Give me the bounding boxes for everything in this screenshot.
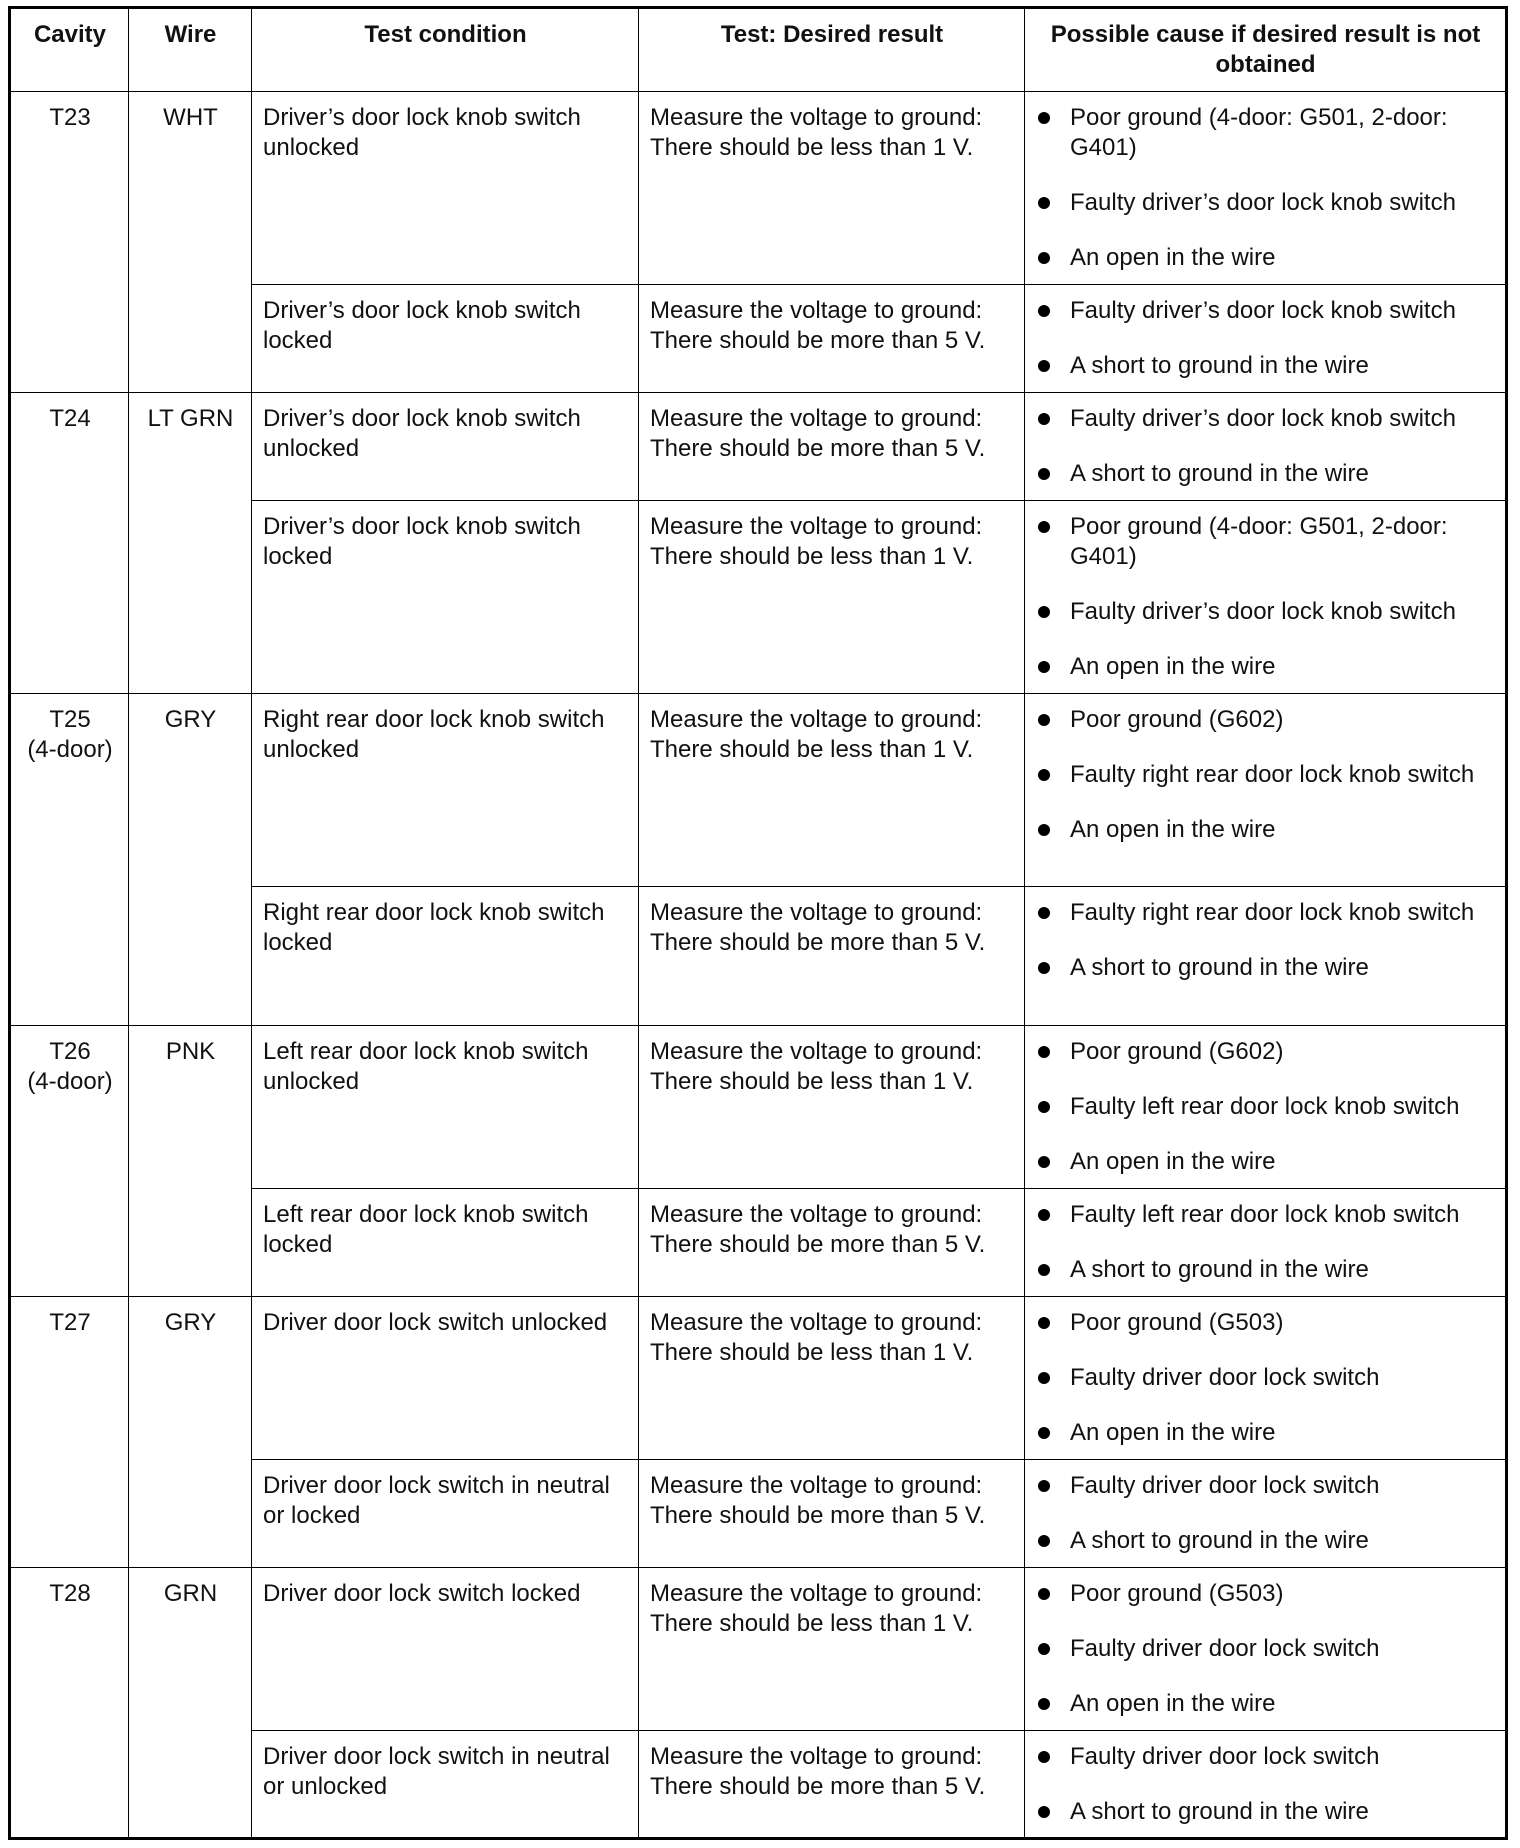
list-item	[1036, 760, 1495, 790]
cause-text: Faulty driver door lock switch	[1070, 1743, 1380, 1770]
cavity-label: T26	[49, 1038, 91, 1065]
list-item	[1036, 512, 1495, 572]
bullet-icon	[1038, 252, 1050, 264]
cause-text: A short to ground in the wire	[1070, 1798, 1369, 1825]
test-condition: Driver door lock switch in neutral or locked	[252, 1460, 639, 1568]
list-item	[1036, 1634, 1495, 1664]
test-condition: Driver’s door lock knob switch unlocked	[252, 393, 639, 501]
list-item	[1036, 898, 1495, 928]
cause-text: Poor ground (G602)	[1070, 706, 1284, 733]
possible-causes	[1025, 92, 1507, 285]
list-item	[1036, 243, 1495, 273]
bullet-icon	[1038, 1480, 1050, 1492]
list-item	[1036, 1308, 1495, 1338]
wire-color: PNK	[129, 1026, 252, 1297]
possible-causes	[1025, 1026, 1507, 1189]
possible-causes	[1025, 1568, 1507, 1731]
cause-text: An open in the wire	[1070, 1690, 1276, 1717]
header-possible-cause: Possible cause if desired result is not obtained	[1025, 8, 1507, 92]
cause-text: An open in the wire	[1070, 244, 1276, 271]
table-row	[10, 1026, 1507, 1189]
list-item	[1036, 1742, 1495, 1772]
cause-text: Faulty driver door lock switch	[1070, 1635, 1380, 1662]
test-condition: Left rear door lock knob switch locked	[252, 1189, 639, 1297]
desired-result: Measure the voltage to ground: There should be more than 5 V.	[639, 393, 1025, 501]
bullet-icon	[1038, 1156, 1050, 1168]
test-condition: Driver’s door lock knob switch locked	[252, 285, 639, 393]
cause-text: Faulty driver’s door lock knob switch	[1070, 598, 1456, 625]
cause-text: Faulty left rear door lock knob switch	[1070, 1201, 1460, 1228]
cavity-label: T27	[49, 1309, 91, 1336]
bullet-icon	[1038, 305, 1050, 317]
wire-color: WHT	[129, 92, 252, 393]
cause-list	[1036, 404, 1495, 489]
bullet-icon	[1038, 714, 1050, 726]
bullet-icon	[1038, 468, 1050, 480]
header-cavity: Cavity	[10, 8, 129, 92]
cause-text: Faulty driver door lock switch	[1070, 1472, 1380, 1499]
list-item	[1036, 1147, 1495, 1177]
diagnostic-table	[8, 6, 1508, 1840]
bullet-icon	[1038, 907, 1050, 919]
cause-text: Faulty driver door lock switch	[1070, 1364, 1380, 1391]
wire-color: LT GRN	[129, 393, 252, 694]
header-test-condition: Test condition	[252, 8, 639, 92]
cause-text: A short to ground in the wire	[1070, 1527, 1369, 1554]
bullet-icon	[1038, 1588, 1050, 1600]
bullet-icon	[1038, 606, 1050, 618]
cause-text: Faulty driver’s door lock knob switch	[1070, 405, 1456, 432]
cause-text: Poor ground (G602)	[1070, 1038, 1284, 1065]
desired-result: Measure the voltage to ground: There should be less than 1 V.	[639, 92, 1025, 285]
bullet-icon	[1038, 661, 1050, 673]
cause-list	[1036, 1742, 1495, 1827]
list-item	[1036, 404, 1495, 434]
possible-causes	[1025, 393, 1507, 501]
header-wire: Wire	[129, 8, 252, 92]
table-row	[10, 1568, 1507, 1731]
cavity-cell	[10, 1026, 129, 1297]
cause-text: An open in the wire	[1070, 1148, 1276, 1175]
cause-text: An open in the wire	[1070, 653, 1276, 680]
bullet-icon	[1038, 1317, 1050, 1329]
cause-list	[1036, 1579, 1495, 1719]
list-item	[1036, 103, 1495, 163]
desired-result: Measure the voltage to ground: There should be less than 1 V.	[639, 1568, 1025, 1731]
desired-result: Measure the voltage to ground: There should be less than 1 V.	[639, 694, 1025, 887]
cavity-label: T24	[49, 405, 91, 432]
cavity-label: T25	[49, 706, 91, 733]
possible-causes	[1025, 1731, 1507, 1839]
cavity-cell	[10, 92, 129, 393]
table-row	[10, 92, 1507, 285]
desired-result: Measure the voltage to ground: There should be less than 1 V.	[639, 501, 1025, 694]
possible-causes	[1025, 694, 1507, 887]
bullet-icon	[1038, 1046, 1050, 1058]
bullet-icon	[1038, 112, 1050, 124]
list-item	[1036, 1200, 1495, 1230]
list-item	[1036, 188, 1495, 218]
cause-list	[1036, 512, 1495, 682]
cause-text: An open in the wire	[1070, 1419, 1276, 1446]
header-desired-result: Test: Desired result	[639, 8, 1025, 92]
possible-causes	[1025, 501, 1507, 694]
desired-result: Measure the voltage to ground: There should be more than 5 V.	[639, 1460, 1025, 1568]
cause-text: Poor ground (4-door: G501, 2-door: G401)	[1070, 513, 1448, 570]
test-condition: Driver door lock switch locked	[252, 1568, 639, 1731]
header-row	[10, 8, 1507, 92]
desired-result: Measure the voltage to ground: There should be more than 5 V.	[639, 1731, 1025, 1839]
bullet-icon	[1038, 962, 1050, 974]
cause-list	[1036, 1037, 1495, 1177]
possible-causes	[1025, 887, 1507, 1026]
list-item	[1036, 1471, 1495, 1501]
bullet-icon	[1038, 1372, 1050, 1384]
bullet-icon	[1038, 413, 1050, 425]
cause-text: Faulty driver’s door lock knob switch	[1070, 297, 1456, 324]
bullet-icon	[1038, 769, 1050, 781]
test-condition: Driver door lock switch in neutral or unlocked	[252, 1731, 639, 1839]
bullet-icon	[1038, 1698, 1050, 1710]
cause-text: A short to ground in the wire	[1070, 954, 1369, 981]
list-item	[1036, 351, 1495, 381]
list-item	[1036, 1689, 1495, 1719]
list-item	[1036, 1255, 1495, 1285]
cause-list	[1036, 1308, 1495, 1448]
desired-result: Measure the voltage to ground: There should be less than 1 V.	[639, 1297, 1025, 1460]
desired-result: Measure the voltage to ground: There should be more than 5 V.	[639, 887, 1025, 1026]
table-row	[10, 1297, 1507, 1460]
list-item	[1036, 1037, 1495, 1067]
bullet-icon	[1038, 1427, 1050, 1439]
possible-causes	[1025, 1297, 1507, 1460]
cause-text: Poor ground (4-door: G501, 2-door: G401)	[1070, 104, 1448, 161]
test-condition: Right rear door lock knob switch locked	[252, 887, 639, 1026]
desired-result: Measure the voltage to ground: There should be more than 5 V.	[639, 285, 1025, 393]
possible-causes	[1025, 285, 1507, 393]
cause-text: A short to ground in the wire	[1070, 460, 1369, 487]
cause-text: Faulty driver’s door lock knob switch	[1070, 189, 1456, 216]
cause-list	[1036, 1471, 1495, 1556]
list-item	[1036, 296, 1495, 326]
list-item	[1036, 1526, 1495, 1556]
cause-list	[1036, 296, 1495, 381]
cavity-cell	[10, 694, 129, 1026]
bullet-icon	[1038, 824, 1050, 836]
cause-text: A short to ground in the wire	[1070, 1256, 1369, 1283]
bullet-icon	[1038, 1101, 1050, 1113]
bullet-icon	[1038, 1209, 1050, 1221]
bullet-icon	[1038, 197, 1050, 209]
table-row	[10, 694, 1507, 887]
cause-list	[1036, 705, 1495, 845]
cavity-label: (4-door)	[27, 1068, 113, 1095]
list-item	[1036, 1092, 1495, 1122]
list-item	[1036, 1363, 1495, 1393]
list-item	[1036, 1418, 1495, 1448]
cavity-cell	[10, 1568, 129, 1839]
wire-color: GRY	[129, 1297, 252, 1568]
bullet-icon	[1038, 1806, 1050, 1818]
cause-text: Poor ground (G503)	[1070, 1580, 1284, 1607]
bullet-icon	[1038, 1643, 1050, 1655]
test-condition: Driver’s door lock knob switch unlocked	[252, 92, 639, 285]
desired-result: Measure the voltage to ground: There should be more than 5 V.	[639, 1189, 1025, 1297]
cavity-label: (4-door)	[27, 736, 113, 763]
cavity-cell	[10, 393, 129, 694]
list-item	[1036, 597, 1495, 627]
test-condition: Right rear door lock knob switch unlocked	[252, 694, 639, 887]
cause-list	[1036, 898, 1495, 983]
cause-text: Faulty right rear door lock knob switch	[1070, 761, 1475, 788]
wire-color: GRN	[129, 1568, 252, 1839]
cavity-label: T23	[49, 104, 91, 131]
table-row	[10, 393, 1507, 501]
bullet-icon	[1038, 1751, 1050, 1763]
bullet-icon	[1038, 521, 1050, 533]
cavity-cell	[10, 1297, 129, 1568]
list-item	[1036, 1579, 1495, 1609]
list-item	[1036, 1797, 1495, 1827]
bullet-icon	[1038, 1264, 1050, 1276]
test-condition: Driver door lock switch unlocked	[252, 1297, 639, 1460]
list-item	[1036, 953, 1495, 983]
possible-causes	[1025, 1460, 1507, 1568]
cause-list	[1036, 1200, 1495, 1285]
cavity-label: T28	[49, 1580, 91, 1607]
list-item	[1036, 652, 1495, 682]
desired-result: Measure the voltage to ground: There should be less than 1 V.	[639, 1026, 1025, 1189]
list-item	[1036, 815, 1495, 845]
table-body	[10, 92, 1507, 1839]
cause-text: Poor ground (G503)	[1070, 1309, 1284, 1336]
cause-text: A short to ground in the wire	[1070, 352, 1369, 379]
test-condition: Left rear door lock knob switch unlocked	[252, 1026, 639, 1189]
cause-text: Faulty right rear door lock knob switch	[1070, 899, 1475, 926]
possible-causes	[1025, 1189, 1507, 1297]
cause-text: Faulty left rear door lock knob switch	[1070, 1093, 1460, 1120]
wire-color: GRY	[129, 694, 252, 1026]
cause-list	[1036, 103, 1495, 273]
cause-text: An open in the wire	[1070, 816, 1276, 843]
bullet-icon	[1038, 1535, 1050, 1547]
test-condition: Driver’s door lock knob switch locked	[252, 501, 639, 694]
bullet-icon	[1038, 360, 1050, 372]
list-item	[1036, 705, 1495, 735]
list-item	[1036, 459, 1495, 489]
